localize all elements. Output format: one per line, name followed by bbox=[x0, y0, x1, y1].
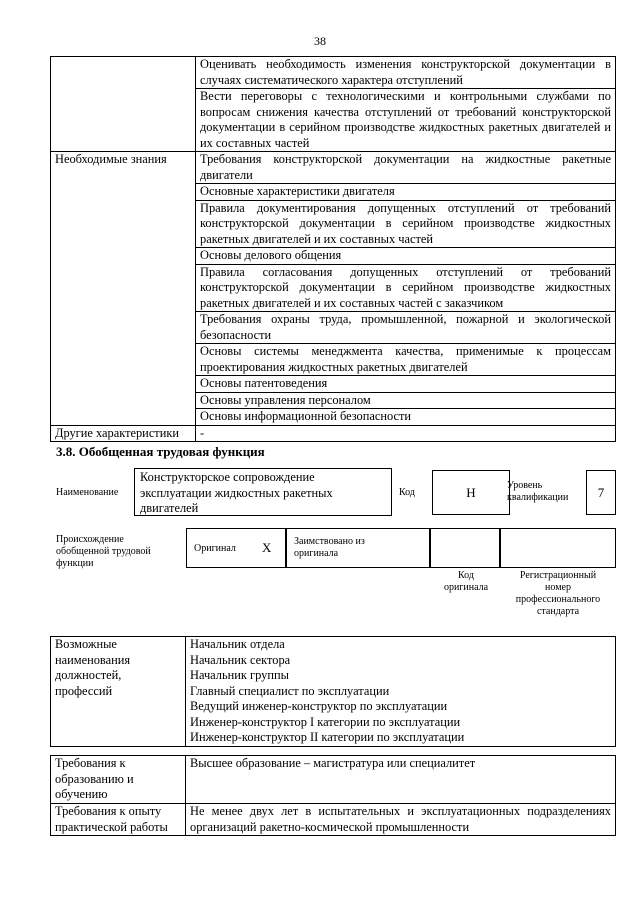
knowledge-table bbox=[50, 56, 616, 442]
origin-label: Происхождение обобщенной трудовой функции bbox=[56, 534, 151, 569]
positions-label: Возможные наименования должностей, профессий bbox=[51, 637, 186, 747]
borrowed-label: Заимствовано из оригинала bbox=[294, 536, 365, 559]
row-label: Необходимые знания bbox=[51, 152, 196, 184]
table-row bbox=[51, 248, 616, 265]
row-text: - bbox=[196, 425, 616, 442]
row-label bbox=[51, 200, 196, 248]
table-row bbox=[51, 376, 616, 393]
list-item: Инженер-конструктор II категории по эксплуатации bbox=[186, 730, 616, 746]
row-label bbox=[51, 248, 196, 265]
row-text: Основные характеристики двигателя bbox=[196, 184, 616, 201]
table-row bbox=[51, 184, 616, 201]
table-row bbox=[51, 344, 616, 376]
code-original-cell bbox=[430, 528, 500, 568]
code-original-caption: Код оригинала bbox=[443, 570, 489, 593]
table-row bbox=[51, 200, 616, 248]
table-row bbox=[51, 312, 616, 344]
row-label bbox=[51, 312, 196, 344]
table-row bbox=[51, 637, 616, 653]
list-item: Начальник отдела bbox=[186, 637, 616, 653]
row-label bbox=[51, 184, 196, 201]
table-row bbox=[51, 425, 616, 442]
requirements-table bbox=[50, 755, 616, 836]
original-mark: X bbox=[262, 540, 272, 555]
table-row bbox=[51, 804, 616, 836]
row-label bbox=[51, 392, 196, 409]
row-text: Требования конструкторской документации на жидкостные ракетные двигатели bbox=[196, 152, 616, 184]
row-text: Основы делового общения bbox=[196, 248, 616, 265]
row-label bbox=[51, 57, 196, 89]
row-label bbox=[51, 409, 196, 426]
row-text: Оценивать необходимость изменения конструкторской документации в случаях систематического характера отступлений bbox=[196, 57, 616, 89]
code-label: Код bbox=[399, 487, 415, 498]
row-label bbox=[51, 264, 196, 312]
code-value: H bbox=[432, 470, 510, 515]
table-row bbox=[51, 756, 616, 804]
registration-caption: Регистрационный номер профессионального стандарта bbox=[515, 570, 601, 617]
page-number: 38 bbox=[314, 34, 326, 48]
table-row bbox=[51, 57, 616, 89]
section-heading: 3.8. Обобщенная трудовая функция bbox=[56, 444, 265, 459]
table-row bbox=[51, 89, 616, 152]
row-text: Правила документирования допущенных отступлений от требований конструкторской документации в серийном производстве жидкостных ракетных двигателей и их составных частей bbox=[196, 200, 616, 248]
registration-cell bbox=[500, 528, 616, 568]
row-text: Правила согласования допущенных отступлений от требований конструкторской документации в серийном производстве жидкостных ракетных двигателей и их составных частей с заказчиком bbox=[196, 264, 616, 312]
list-item: Инженер-конструктор I категории по эксплуатации bbox=[186, 715, 616, 731]
row-label bbox=[51, 344, 196, 376]
requirement-text: Высшее образование – магистратура или специалитет bbox=[186, 756, 616, 804]
row-label bbox=[51, 89, 196, 152]
row-label bbox=[51, 376, 196, 393]
level-value: 7 bbox=[586, 470, 616, 515]
list-item: Начальник группы bbox=[186, 668, 616, 684]
table-row bbox=[51, 392, 616, 409]
table-row bbox=[51, 409, 616, 426]
list-item: Главный специалист по эксплуатации bbox=[186, 684, 616, 700]
row-text: Основы системы менеджмента качества, применимые к процессам проектирования жидкостных ракетных двигателей bbox=[196, 344, 616, 376]
name-value: Конструкторское сопровождение эксплуатации жидкостных ракетных двигателей bbox=[134, 468, 392, 516]
row-text: Основы управления персоналом bbox=[196, 392, 616, 409]
original-label: Оригинал bbox=[194, 543, 236, 554]
row-label: Другие характеристики bbox=[51, 425, 196, 442]
row-text: Требования охраны труда, промышленной, пожарной и экологической безопасности bbox=[196, 312, 616, 344]
row-text: Основы патентоведения bbox=[196, 376, 616, 393]
table-row bbox=[51, 152, 616, 184]
level-label: Уровень квалификации bbox=[507, 480, 569, 503]
name-label: Наименование bbox=[56, 487, 119, 498]
list-item: Начальник сектора bbox=[186, 653, 616, 669]
requirement-label: Требования к опыту практической работы bbox=[51, 804, 186, 836]
row-text: Основы информационной безопасности bbox=[196, 409, 616, 426]
row-text: Вести переговоры с технологическими и контрольными службами по вопросам снижения качества отступлений от требований конструкторской документации в серийном производстве жидкостных ракетных двигателей и их составных частей bbox=[196, 89, 616, 152]
table-row bbox=[51, 264, 616, 312]
list-item: Ведущий инженер-конструктор по эксплуатации bbox=[186, 699, 616, 715]
requirement-text: Не менее двух лет в испытательных и эксплуатационных подразделениях организаций ракетно-космической промышленности bbox=[186, 804, 616, 836]
requirement-label: Требования к образованию и обучению bbox=[51, 756, 186, 804]
positions-table bbox=[50, 636, 616, 747]
